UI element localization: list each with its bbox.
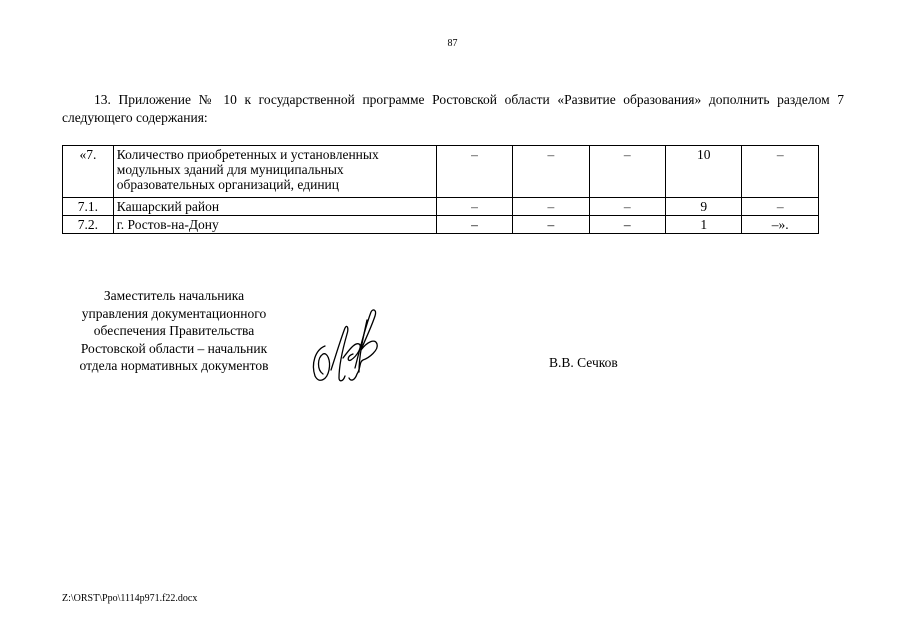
signatory-title-line: управления документационного — [81, 305, 267, 321]
intro-text: Приложение № 10 к государственной программе Ростовской области «Развитие образования» дополнить разделом 7 следующего содержания: — [62, 92, 844, 125]
row-name: Количество приобретенных и установленных модульных зданий для муниципальных образовательных организаций, единиц — [113, 146, 436, 198]
row-value: – — [513, 198, 589, 216]
signatory-name: В.В. Сечков — [549, 355, 618, 370]
row-value: – — [589, 198, 665, 216]
row-value: – — [742, 198, 819, 216]
table-row — [63, 146, 819, 198]
signatory-title-line: отдела нормативных документов — [79, 358, 269, 373]
row-value: – — [742, 146, 819, 198]
signatory-title-line: обеспечения Правительства — [93, 323, 255, 338]
signatory-title — [50, 287, 298, 375]
row-name: г. Ростов-на-Дону — [113, 216, 436, 234]
signatory-title-line: Заместитель начальника — [103, 288, 245, 303]
row-value: – — [589, 146, 665, 198]
row-value: – — [436, 146, 512, 198]
row-value: –». — [742, 216, 819, 234]
table-row — [63, 198, 819, 216]
row-value: – — [513, 216, 589, 234]
table-row — [63, 216, 819, 234]
row-number: «7. — [63, 146, 114, 198]
page-number: 87 — [447, 38, 458, 49]
row-value: 10 — [665, 146, 741, 198]
handwritten-signature — [305, 298, 385, 388]
row-number: 7.1. — [63, 198, 114, 216]
row-name: Кашарский район — [113, 198, 436, 216]
data-table — [62, 145, 819, 234]
signatory-title-line: Ростовской области – начальник — [80, 340, 268, 356]
row-value: 1 — [665, 216, 741, 234]
row-value: – — [513, 146, 589, 198]
row-value: – — [589, 216, 665, 234]
row-value: – — [436, 198, 512, 216]
row-value: 9 — [665, 198, 741, 216]
intro-paragraph — [62, 91, 844, 127]
row-value: – — [436, 216, 512, 234]
row-number: 7.2. — [63, 216, 114, 234]
file-path: Z:\ORST\Ppo\1114p971.f22.docx — [62, 593, 198, 604]
intro-number: 13. — [94, 92, 111, 107]
